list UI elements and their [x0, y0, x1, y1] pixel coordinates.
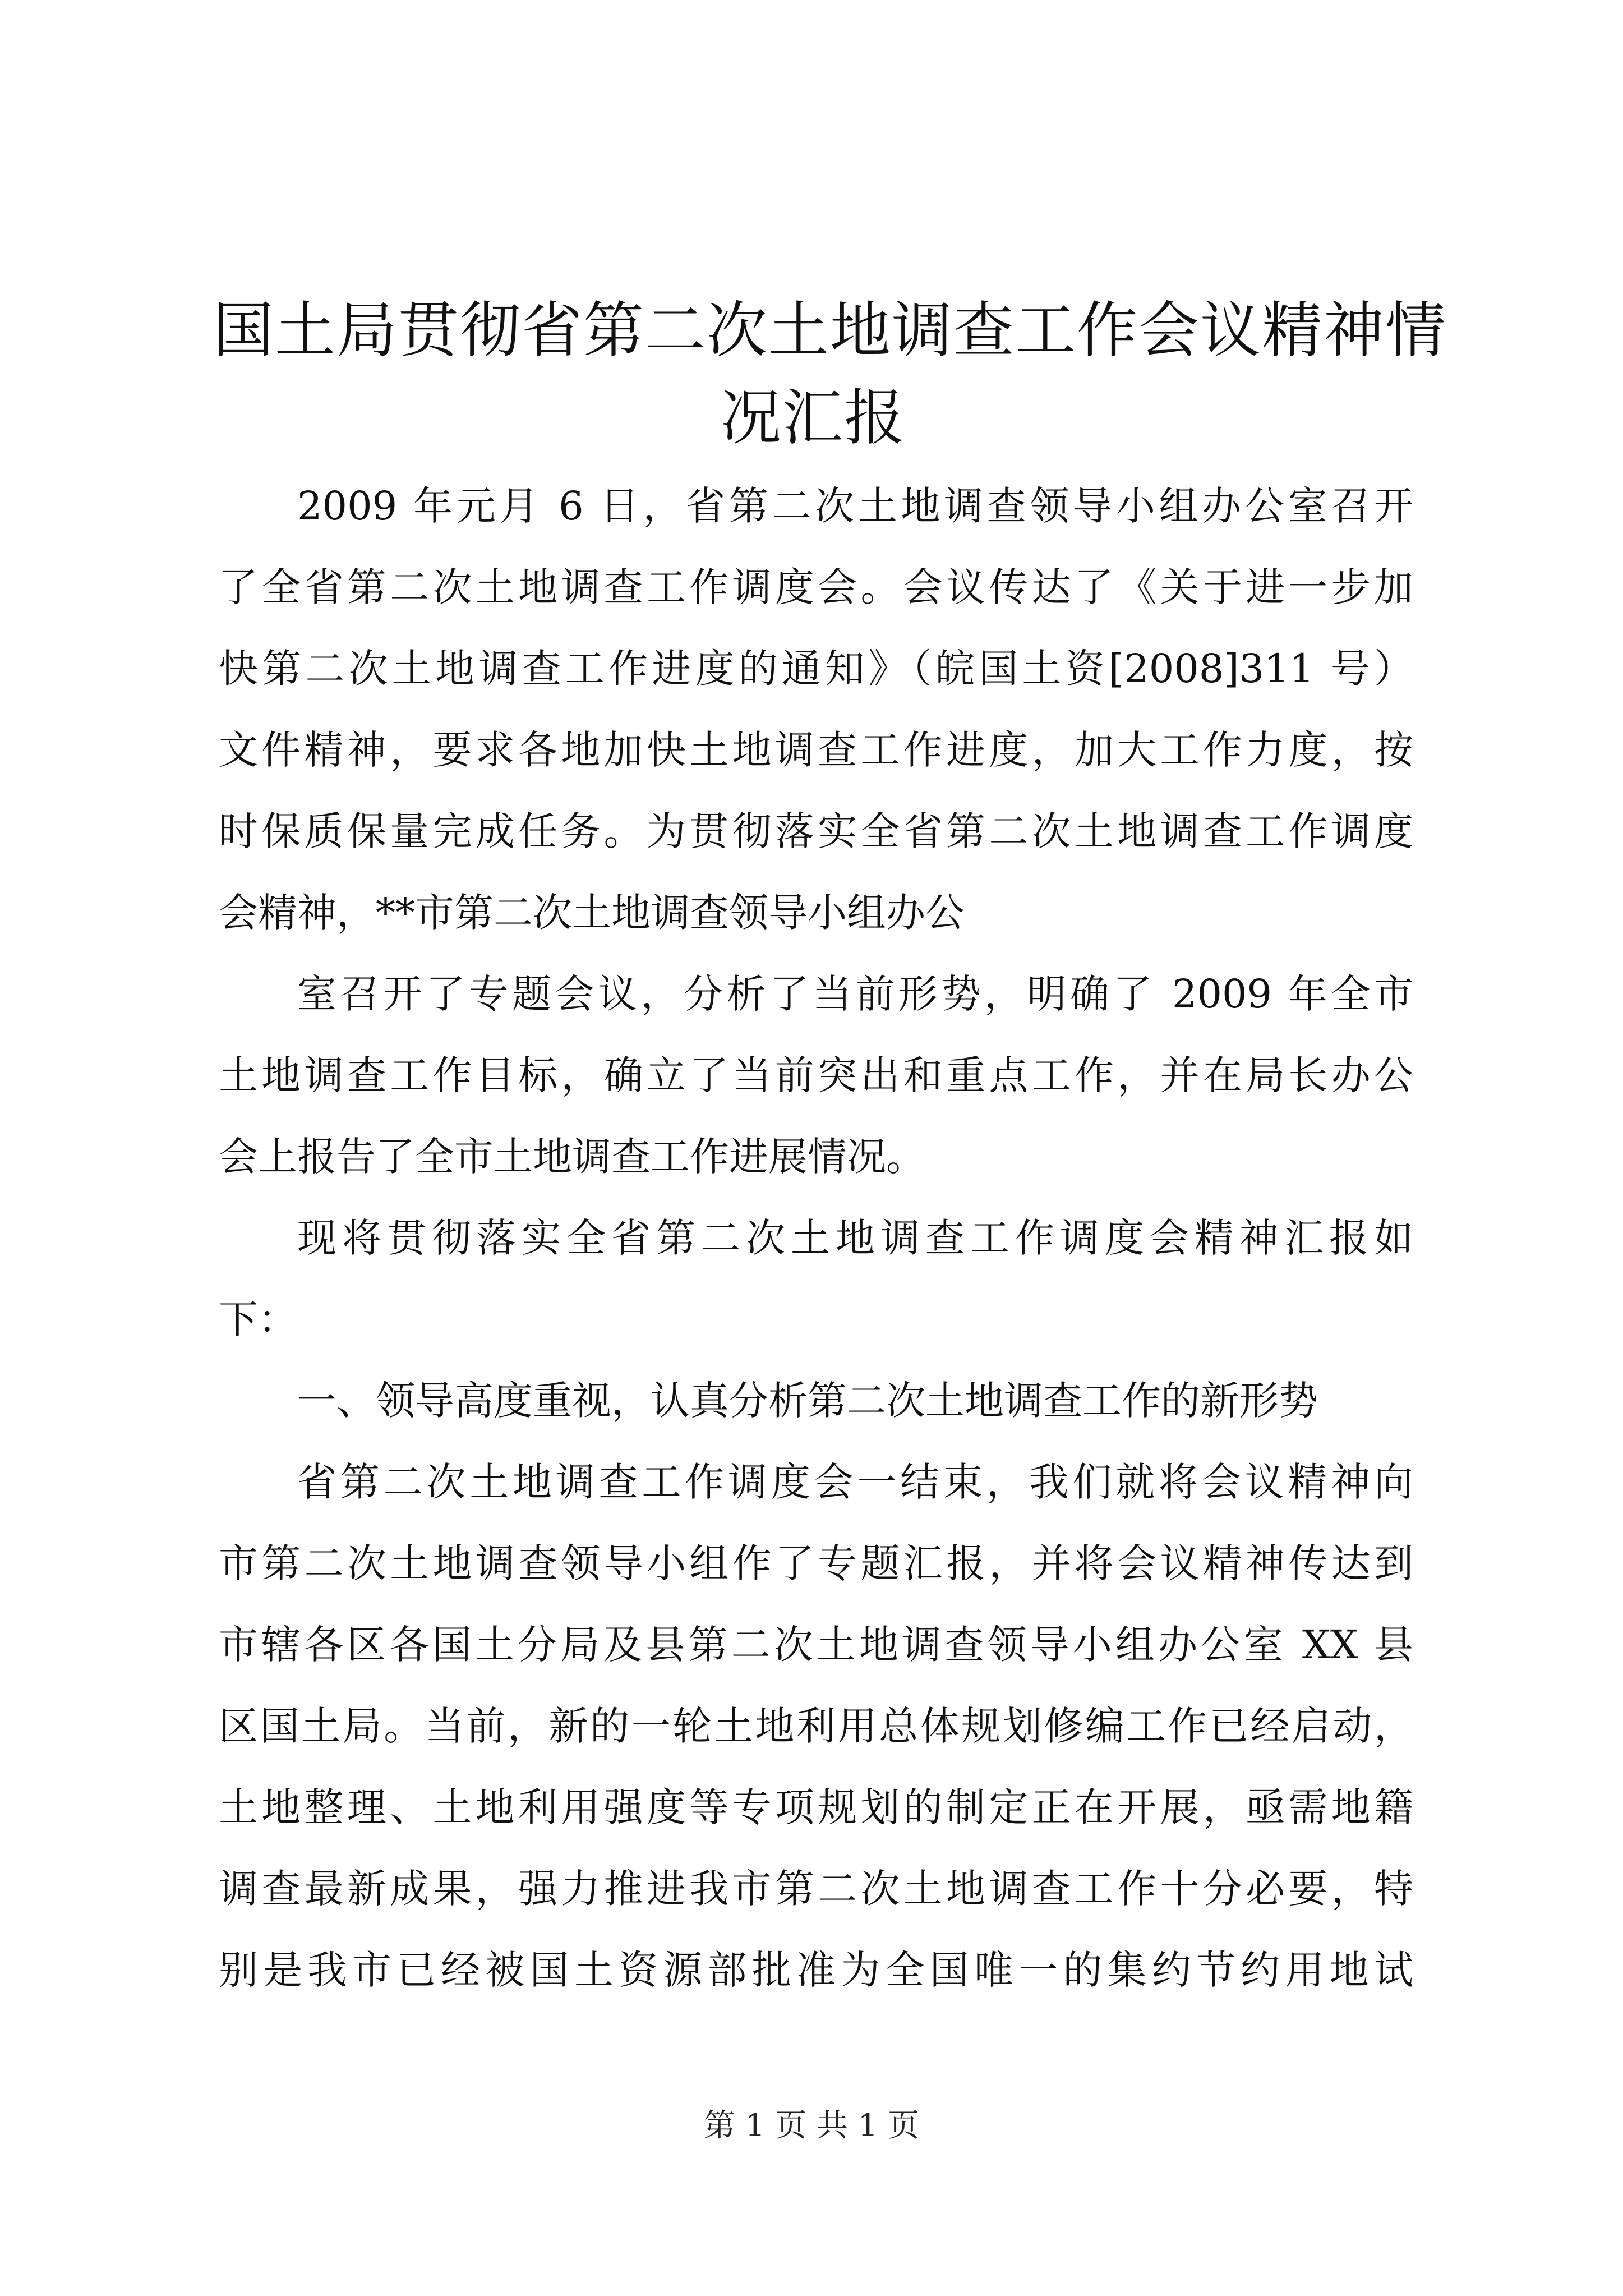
- title-line-2: 况汇报: [720, 383, 906, 454]
- body-line: 了全省第二次土地调查工作调度会。会议传达了《关于进一步加: [219, 564, 1413, 610]
- body-line: 土地整理、土地利用强度等专项规划的制定正在开展，亟需地籍: [219, 1784, 1413, 1830]
- body-line: 市第二次土地调查领导小组作了专题汇报，并将会议精神传达到: [219, 1540, 1413, 1586]
- body-line: 区国土局。当前，新的一轮土地利用总体规划修编工作已经启动，: [219, 1703, 1413, 1749]
- body-line: 2009 年元月 6 日，省第二次土地调查领导小组办公室召开: [297, 483, 1413, 529]
- document-title: [213, 287, 1447, 462]
- body-line: 快第二次土地调查工作进度的通知》（皖国土资[2008]311 号）: [219, 646, 1413, 692]
- page-footer: 第 1 页 共 1 页: [703, 2108, 920, 2144]
- document-body: [219, 466, 1413, 2011]
- body-line: 调查最新成果，强力推进我市第二次土地调查工作十分必要，特: [219, 1866, 1413, 1912]
- body-line: 现将贯彻落实全省第二次土地调查工作调度会精神汇报如: [297, 1215, 1413, 1261]
- title-line-1: 国土局贯彻省第二次土地调查工作会议精神情: [213, 296, 1447, 366]
- body-line: 土地调查工作目标，确立了当前突出和重点工作，并在局长办公: [219, 1052, 1413, 1098]
- body-line: 别是我市已经被国土资源部批准为全国唯一的集约节约用地试: [219, 1947, 1413, 1993]
- body-line: 会精神，**市第二次土地调查领导小组办公: [219, 890, 965, 936]
- body-line: 下：: [219, 1296, 297, 1342]
- section-heading: 一、领导高度重视，认真分析第二次土地调查工作的新形势: [297, 1378, 1318, 1424]
- body-line: 室召开了专题会议，分析了当前形势，明确了 2009 年全市: [297, 971, 1413, 1017]
- body-line: 会上报告了全市土地调查工作进展情况。: [219, 1134, 925, 1180]
- body-line: 文件精神，要求各地加快土地调查工作进度，加大工作力度，按: [219, 727, 1413, 773]
- body-line: 时保质保量完成任务。为贯彻落实全省第二次土地调查工作调度: [219, 808, 1413, 854]
- body-line: 市辖各区各国土分局及县第二次土地调查领导小组办公室 XX 县: [219, 1622, 1413, 1668]
- body-line: 省第二次土地调查工作调度会一结束，我们就将会议精神向: [297, 1459, 1413, 1505]
